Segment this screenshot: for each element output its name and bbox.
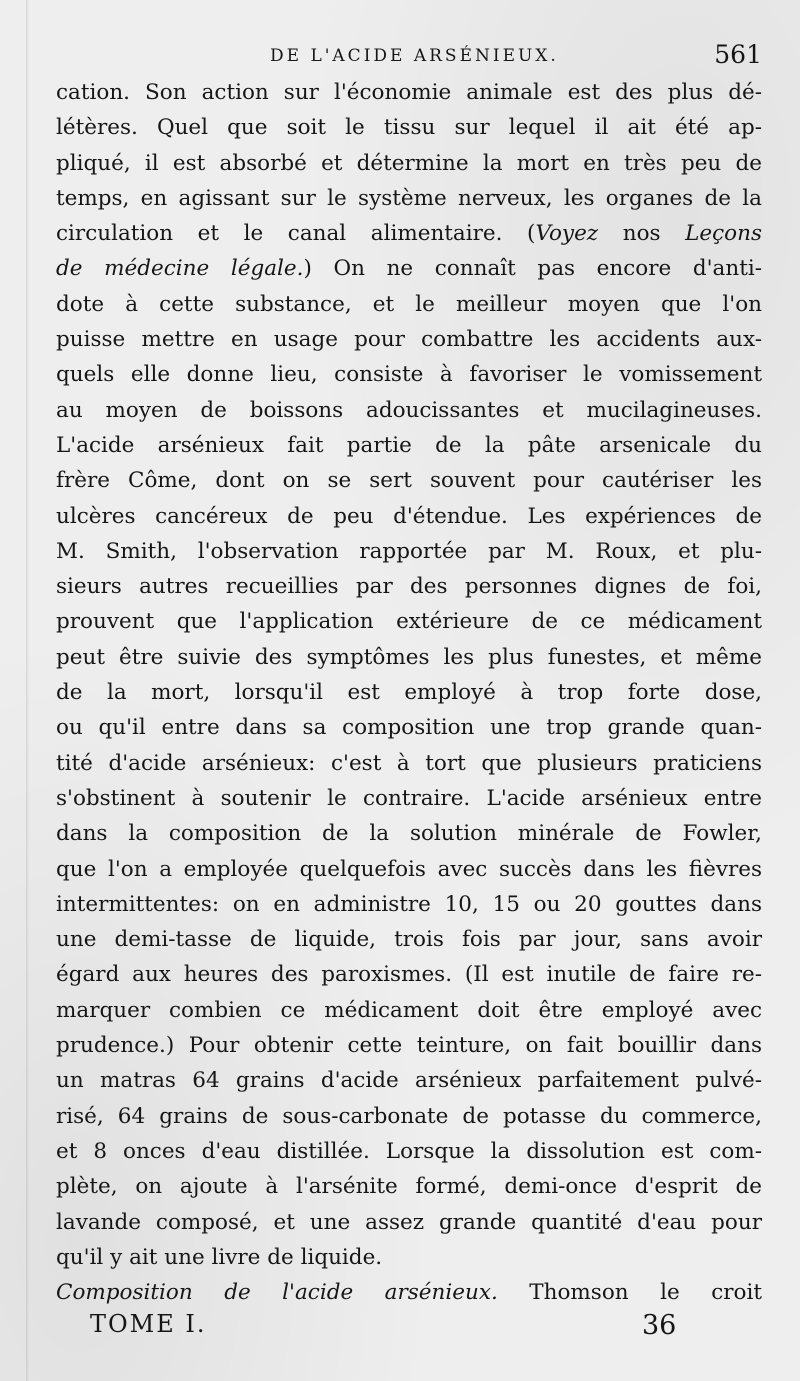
text-line [56, 428, 762, 463]
text-run: une demi-tasse de liquide, trois fois par jour, sans avoir [56, 927, 762, 953]
text-line [56, 75, 762, 110]
text-run: quels elle donne lieu, consiste à favoriser le vomissement [56, 362, 762, 388]
text-run: ulcères cancéreux de peu d'étendue. Les expériences de [56, 503, 762, 529]
text-run: létères. Quel que soit le tissu sur lequel il ait été ap- [56, 115, 762, 141]
text-run: prudence.) Pour obtenir cette teinture, on fait bouillir dans [56, 1033, 762, 1059]
text-line [56, 993, 762, 1028]
text-line [56, 604, 762, 639]
text-line [56, 251, 762, 286]
text-run: prouvent que l'application extérieure de ce médicament [56, 609, 762, 635]
text-run: ou qu'il entre dans sa composition une trop grande quan- [56, 715, 762, 741]
text-line [56, 499, 762, 534]
text-line [56, 287, 762, 322]
text-line [56, 393, 762, 428]
page-fold-shadow [26, 0, 29, 1381]
text-run: frère Côme, dont on se sert souvent pour cautériser les [56, 468, 762, 494]
text-run: marquer combien ce médicament doit être employé avec [56, 997, 762, 1023]
italic-text: Composition de l'acide arsénieux. [56, 1280, 498, 1306]
text-run: et 8 onces d'eau distillée. Lorsque la dissolution est com- [56, 1138, 762, 1164]
text-line [56, 146, 762, 181]
text-line [56, 1205, 762, 1240]
text-run: cation. Son action sur l'économie animale est des plus dé- [56, 80, 762, 105]
volume-signature: TOME I. [90, 1310, 207, 1338]
text-run: un matras 64 grains d'acide arsénieux parfaitement pulvé- [56, 1068, 762, 1094]
text-run: risé, 64 grains de sous-carbonate de potasse du commerce, [56, 1103, 762, 1129]
text-run: nos [598, 221, 686, 247]
italic-text: Voyez [535, 221, 599, 247]
text-line [56, 710, 762, 745]
text-run: égard aux heures des paroxismes. (Il est inutile de faire re- [56, 962, 762, 988]
text-run: lavande composé, et une assez grande quantité d'eau pour [56, 1209, 762, 1235]
text-line [56, 1240, 762, 1275]
text-line [56, 852, 762, 887]
text-run: circulation et le canal alimentaire. ( [56, 221, 536, 247]
text-line [56, 322, 762, 357]
text-line [56, 887, 762, 922]
text-line [56, 816, 762, 851]
text-run: temps, en agissant sur le système nerveux, les organes de la [56, 185, 762, 211]
text-run: ) On ne connaît pas encore d'anti- [303, 256, 762, 282]
text-run: puisse mettre en usage pour combattre les accidents aux- [56, 327, 762, 353]
text-run: dote à cette substance, et le meilleur moyen que l'on [56, 291, 762, 317]
text-run: que l'on a employée quelquefois avec succès dans les fièvres [56, 856, 762, 882]
text-line [56, 463, 762, 498]
text-run: intermittentes: on en administre 10, 15 ou 20 gouttes dans [56, 891, 762, 917]
text-line [56, 1169, 762, 1204]
text-line [56, 746, 762, 781]
text-run: qu'il y ait une livre de liquide. [56, 1244, 383, 1270]
running-title: DE L'ACIDE ARSÉNIEUX. [270, 46, 559, 66]
text-run: tité d'acide arsénieux: c'est à tort que plusieurs praticiens [56, 750, 762, 776]
italic-text: Leçons [685, 221, 762, 247]
text-line [56, 922, 762, 957]
text-run: s'obstinent à soutenir le contraire. L'acide arsénieux entre [56, 785, 762, 811]
text-run: plète, on ajoute à l'arsénite formé, demi-once d'esprit de [56, 1174, 762, 1200]
text-run: au moyen de boissons adoucissantes et mucilagineuses. [56, 397, 762, 423]
text-line [56, 181, 762, 216]
text-run: M. Smith, l'observation rapportée par M. Roux, et plu- [56, 538, 762, 564]
text-line [56, 110, 762, 145]
text-line [56, 1134, 762, 1169]
text-run: de la mort, lorsqu'il est employé à trop forte dose, [56, 680, 762, 706]
text-run: pliqué, il est absorbé et détermine la mort en très peu de [56, 150, 762, 176]
text-line [56, 640, 762, 675]
text-run: peut être suivie des symptômes les plus funestes, et même [56, 644, 762, 670]
page-footer [90, 1310, 690, 1350]
text-line [56, 216, 762, 251]
italic-text: de médecine légale. [56, 256, 304, 282]
text-line [56, 957, 762, 992]
text-line [56, 357, 762, 392]
text-run: dans la composition de la solution minérale de Fowler, [56, 821, 762, 847]
text-run: L'acide arsénieux fait partie de la pâte arsenicale du [56, 432, 762, 458]
text-line [56, 1099, 762, 1134]
body-text [56, 75, 762, 1310]
text-line [56, 675, 762, 710]
text-line [56, 569, 762, 604]
text-line [56, 534, 762, 569]
text-run: sieurs autres recueillies par des personnes dignes de foi, [56, 574, 762, 600]
text-run: Thomson le croit [497, 1280, 762, 1306]
text-line [56, 1275, 762, 1310]
page-number: 561 [714, 40, 762, 69]
sheet-number: 36 [642, 1310, 677, 1341]
text-line [56, 1063, 762, 1098]
text-line [56, 1028, 762, 1063]
page-header [56, 40, 762, 74]
text-line [56, 781, 762, 816]
